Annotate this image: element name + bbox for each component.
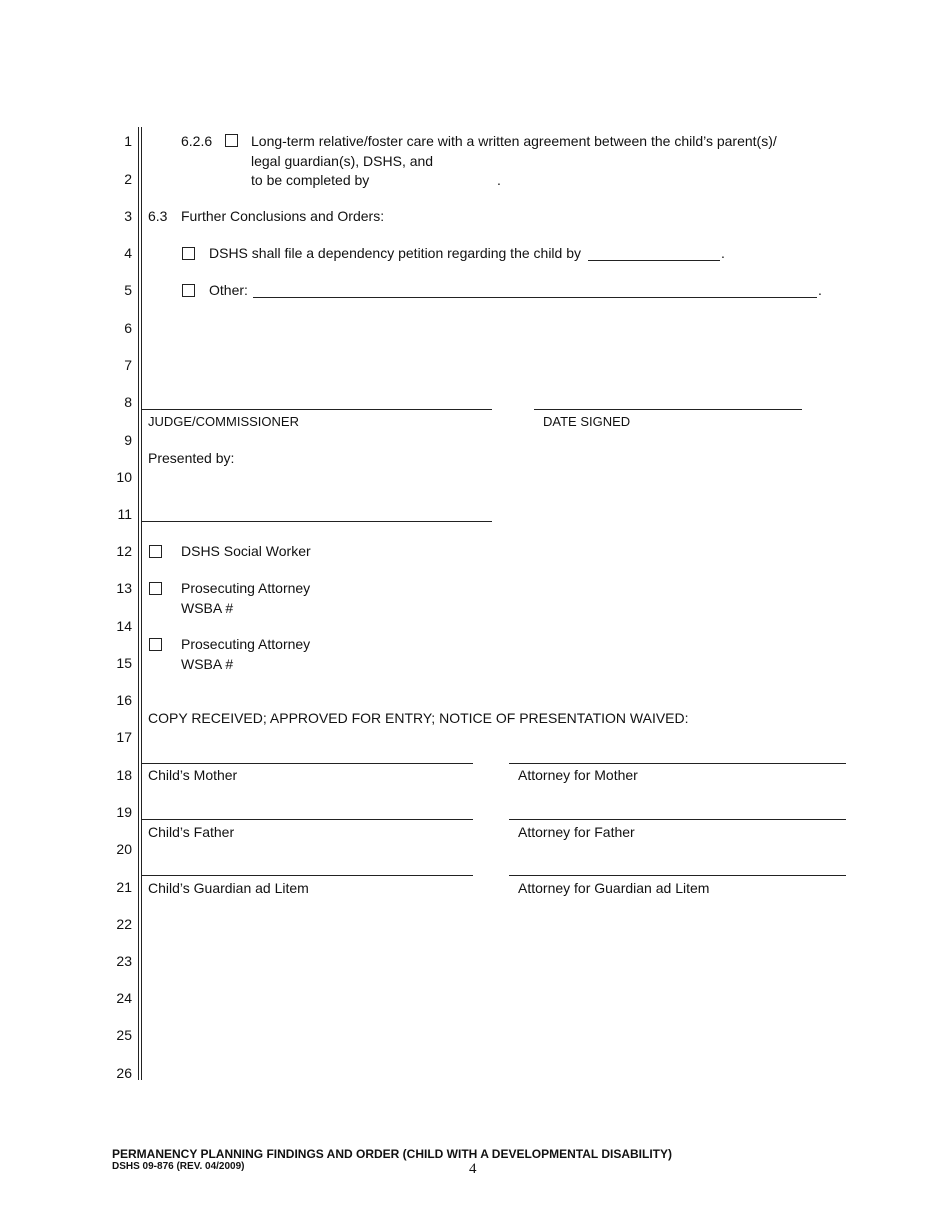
section-626-checkbox[interactable]	[225, 134, 238, 147]
line-number: 16	[116, 692, 132, 708]
line-number: 6	[124, 320, 132, 336]
social-worker-label: DSHS Social Worker	[181, 543, 311, 559]
line-number: 3	[124, 208, 132, 224]
dependency-text: DSHS shall file a dependency petition regarding the child by	[209, 245, 582, 261]
line-number: 9	[124, 432, 132, 448]
line-number: 7	[124, 357, 132, 373]
judge-signature-line[interactable]	[142, 409, 492, 410]
attorney-gal-label: Attorney for Guardian ad Litem	[518, 880, 710, 896]
margin-rule-outer	[138, 127, 139, 1080]
line-number: 26	[116, 1065, 132, 1081]
page-number: 4	[469, 1161, 477, 1177]
section-626-line2: legal guardian(s), DSHS, and	[251, 153, 434, 169]
judge-label: JUDGE/COMMISSIONER	[148, 414, 299, 429]
attorney-mother-label: Attorney for Mother	[518, 767, 638, 783]
presented-by: Presented by:	[148, 450, 235, 466]
line-number: 14	[116, 618, 132, 634]
prosecuting-attorney-2-label: Prosecuting Attorney	[181, 636, 311, 652]
line-number: 4	[124, 245, 132, 261]
attorney-father-signature-line[interactable]	[509, 819, 846, 820]
other-line[interactable]	[253, 297, 817, 298]
footer-form-number: DSHS 09-876 (REV. 04/2009)	[112, 1161, 245, 1172]
wsba-1-label: WSBA #	[181, 600, 234, 616]
line-number: 17	[116, 729, 132, 745]
footer-title: PERMANENCY PLANNING FINDINGS AND ORDER (CHILD WITH A DEVELOPMENTAL DISABILITY)	[112, 1147, 673, 1161]
line-number: 5	[124, 282, 132, 298]
attorney-father-label: Attorney for Father	[518, 824, 635, 840]
mother-signature-line[interactable]	[142, 763, 473, 764]
line-number: 23	[116, 953, 132, 969]
other-label: Other:	[209, 282, 248, 298]
childs-mother-label: Child’s Mother	[148, 767, 238, 783]
wsba-2-label: WSBA #	[181, 656, 234, 672]
other-period: .	[818, 282, 822, 298]
social-worker-checkbox[interactable]	[149, 545, 162, 558]
line-number: 18	[116, 767, 132, 783]
attorney-gal-signature-line[interactable]	[509, 875, 846, 876]
dependency-checkbox[interactable]	[182, 247, 195, 260]
margin-rule-inner	[141, 127, 142, 1080]
line-number: 8	[124, 394, 132, 410]
line-number: 21	[116, 879, 132, 895]
section-63-title: Further Conclusions and Orders:	[181, 208, 385, 224]
prosecuting-attorney-2-checkbox[interactable]	[149, 638, 162, 651]
line-number: 20	[116, 841, 132, 857]
copy-received-heading: COPY RECEIVED; APPROVED FOR ENTRY; NOTICE OF PRESENTATION WAIVED:	[148, 710, 689, 726]
section-63-number: 6.3	[148, 208, 168, 224]
attorney-mother-signature-line[interactable]	[509, 763, 846, 764]
line-number: 15	[116, 655, 132, 671]
line-number: 2	[124, 171, 132, 187]
line-number: 25	[116, 1027, 132, 1043]
gal-signature-line[interactable]	[142, 875, 473, 876]
line-number: 12	[116, 543, 132, 559]
line-number: 24	[116, 990, 132, 1006]
presenter-signature-line[interactable]	[142, 521, 492, 522]
line-number: 10	[116, 469, 132, 485]
other-checkbox[interactable]	[182, 284, 195, 297]
prosecuting-attorney-1-checkbox[interactable]	[149, 582, 162, 595]
line-number: 1	[124, 133, 132, 149]
date-signed-line[interactable]	[534, 409, 802, 410]
childs-gal-label: Child’s Guardian ad Litem	[148, 880, 309, 896]
father-signature-line[interactable]	[142, 819, 473, 820]
prosecuting-attorney-1-label: Prosecuting Attorney	[181, 580, 311, 596]
dependency-period: .	[721, 245, 725, 261]
date-signed-label: DATE SIGNED	[543, 414, 631, 429]
line-number: 22	[116, 916, 132, 932]
line-number: 19	[116, 804, 132, 820]
section-626-period: .	[497, 172, 501, 188]
dependency-date-line[interactable]	[588, 260, 720, 261]
childs-father-label: Child’s Father	[148, 824, 235, 840]
line-number: 13	[116, 580, 132, 596]
section-626-line3: to be completed by	[251, 172, 370, 188]
section-626-line1: Long-term relative/foster care with a written agreement between the child’s parent(s)/	[251, 133, 777, 149]
line-number: 11	[117, 506, 132, 522]
section-626-number: 6.2.6	[181, 133, 213, 149]
